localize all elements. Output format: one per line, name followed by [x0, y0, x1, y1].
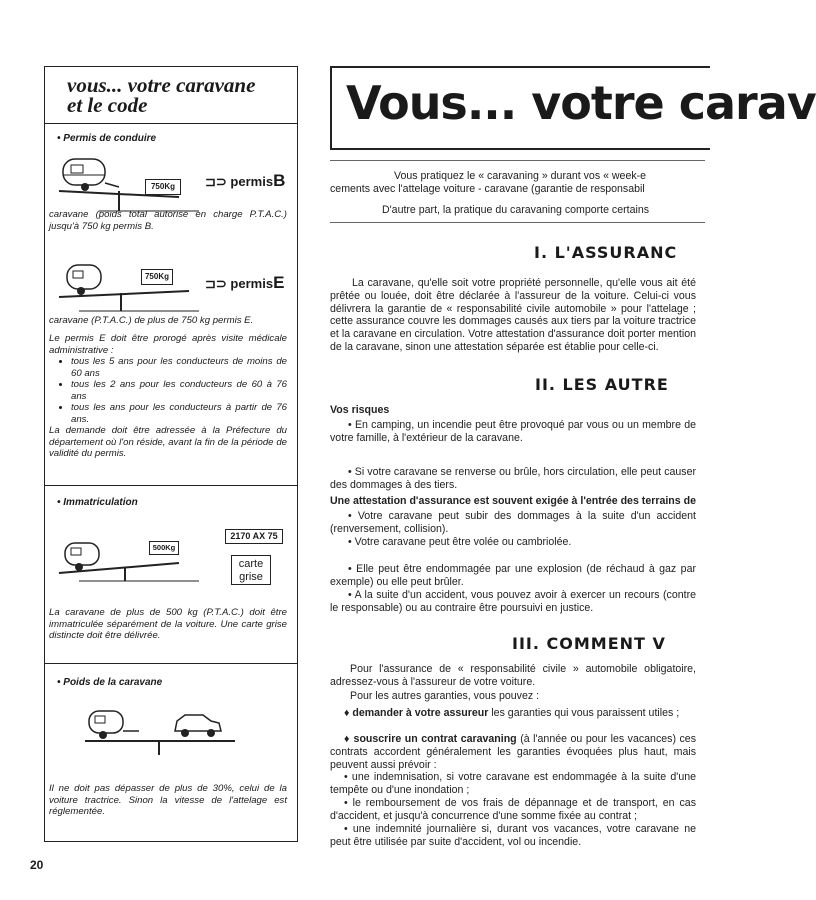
section-heading-autres: II. LES AUTRE [535, 375, 669, 394]
caravan-scale-illustration-e [59, 261, 219, 313]
permis-e-label: ⊐⊃ permisE [205, 273, 285, 292]
immat-heading: • Immatriculation [57, 497, 138, 508]
page-title: Vous... votre carav [346, 76, 816, 130]
code-box [44, 66, 298, 842]
intro-line-3: D'autre part, la pratique du caravaning comporte certains [382, 204, 650, 216]
weight-box-750-e: 750Kg [141, 269, 173, 285]
divider [45, 485, 297, 486]
carte-grise-card: carte grise [231, 555, 271, 585]
poids-heading: • Poids de la caravane [57, 677, 163, 688]
section-heading-comment: III. COMMENT V [512, 634, 666, 653]
caravan-car-balance-illustration [85, 707, 255, 757]
option-demander: ♦ demander à votre assureur les garanties qui vous paraissent utiles ; [344, 707, 680, 719]
code-box-title: vous... votre caravane et le code [67, 73, 256, 117]
caption-poids: Il ne doit pas dépasser de plus de 30%, celui de la voiture tractrice. Sinon la vitesse de l'attelage est réglementée. [49, 783, 287, 817]
guarantee-1: • une indemnisation, si votre caravane est endommagée à la suite d'une tempête ou d'une inondation ; [330, 771, 696, 796]
divider [330, 222, 705, 223]
intro-line-2: cements avec l'attelage voiture - caravane (garantie de responsabil [330, 183, 645, 195]
intro-line-1: Vous pratiquez le « caravaning » durant vos « week-e [394, 170, 647, 182]
caption-permis-b: caravane (poids total autorisé en charge P.T.A.C.) jusqu'à 750 kg permis B. [49, 209, 287, 232]
permis-heading: • Permis de conduire [57, 133, 157, 144]
divider [45, 663, 297, 664]
list-item: • tous les ans pour les conducteurs à partir de 76 ans. [71, 402, 287, 425]
risk-5: • Elle peut être endommagée par une explosion (de réchaud à gaz par exemple) ou elle peut brûler. [330, 563, 696, 588]
page-number: 20 [30, 858, 44, 872]
guarantee-2: • le remboursement de vos frais de dépannage et de transport, en cas d'accident, et jusqu'à concurrence d'une somme fixée au contrat ; [330, 797, 696, 822]
section-heading-assurance: I. L'ASSURANC [534, 243, 678, 262]
guarantee-3: • une indemnité journalière si, durant vos vacances, votre caravane ne peut être utilisée par suite d'accident, vol ou incendie. [330, 823, 696, 848]
risk-3: • Votre caravane peut subir des dommages à la suite d'un accident (renversement, collision). [330, 510, 696, 535]
risk-4: • Votre caravane peut être volée ou cambriolée. [348, 536, 572, 548]
list-item: • tous les 5 ans pour les conducteurs de moins de 60 ans [71, 356, 287, 379]
risk-1: • En camping, un incendie peut être provoqué par vous ou un membre de votre famille, à l'extérieur de la caravane. [330, 419, 696, 444]
page-title-banner [330, 66, 816, 150]
permis-b-label: ⊐⊃ permisB [205, 171, 286, 190]
caption-permis-e: caravane (P.T.A.C.) de plus de 750 kg permis E. [49, 315, 254, 326]
option-souscrire: ♦ souscrire un contrat caravaning (à l'année ou pour les vacances) ces contrats accordent généralement les garanties évoquées plus haut, mais peuvent aussi prévoir : [330, 733, 696, 771]
attestation-note: Une attestation d'assurance est souvent exigée à l'entrée des terrains de [330, 495, 696, 507]
list-item: • tous les 2 ans pour les conducteurs de 60 à 76 ans [71, 379, 287, 402]
weight-box-750-b: 750Kg [145, 179, 181, 195]
caravan-scale-illustration-b [59, 153, 219, 213]
caravan-scale-illustration-500 [59, 533, 219, 583]
risk-6: • A la suite d'un accident, vous pouvez avoir à exercer un recours (contre le responsable) ou au contraire être poursuivi en justice. [330, 589, 696, 614]
car-caravan-icon: ⊐⊃ [205, 276, 227, 291]
paragraph-assurance: La caravane, qu'elle soit votre propriété personnelle, qu'elle vous ait été prêtée ou louée, doit être déclarée à l'assureur de la voiture. Celui-ci vous délivrera la garantie de « responsabilité civile automobile » pour l'attelage ; cette assurance couvre les dommages causés aux tiers par la voiture tractrice et la caravane en circulation. Votre attestation d'assurance doit porter mention de la caravane, sinon une attestation séparée est établie pour celle-ci. [330, 277, 696, 353]
divider [330, 160, 705, 161]
license-plate: 2170 AX 75 [225, 529, 283, 544]
car-caravan-icon: ⊐⊃ [205, 174, 227, 189]
permis-e-renewal-text: Le permis E doit être prorogé après visite médicale administrative : • tous les 5 ans pour les conducteurs de moins de 60 ans • tous les 2 ans pour les conducteurs de 60 à 76 ans • tous les ans pour les conducteurs à partir de 76 ans. La demande doit être adressée à la Préfecture du département où l'on réside, avant la fin de la période de validité du permis. [49, 333, 287, 460]
comment-para-1: Pour l'assurance de « responsabilité civile » automobile obligatoire, adressez-vous à l'assureur de votre voiture. [330, 663, 696, 688]
code-box-header [45, 67, 297, 124]
caption-immat: La caravane de plus de 500 kg (P.T.A.C.) doit être immatriculée séparément de la voiture. Une carte grise distincte doit être délivrée. [49, 607, 287, 641]
comment-para-2: Pour les autres garanties, vous pouvez : [350, 690, 540, 702]
risk-2: • Si votre caravane se renverse ou brûle, hors circulation, elle peut causer des dommages à des tiers. [330, 466, 696, 491]
risques-label: Vos risques [330, 404, 390, 416]
weight-box-500: 500Kg [149, 541, 179, 555]
